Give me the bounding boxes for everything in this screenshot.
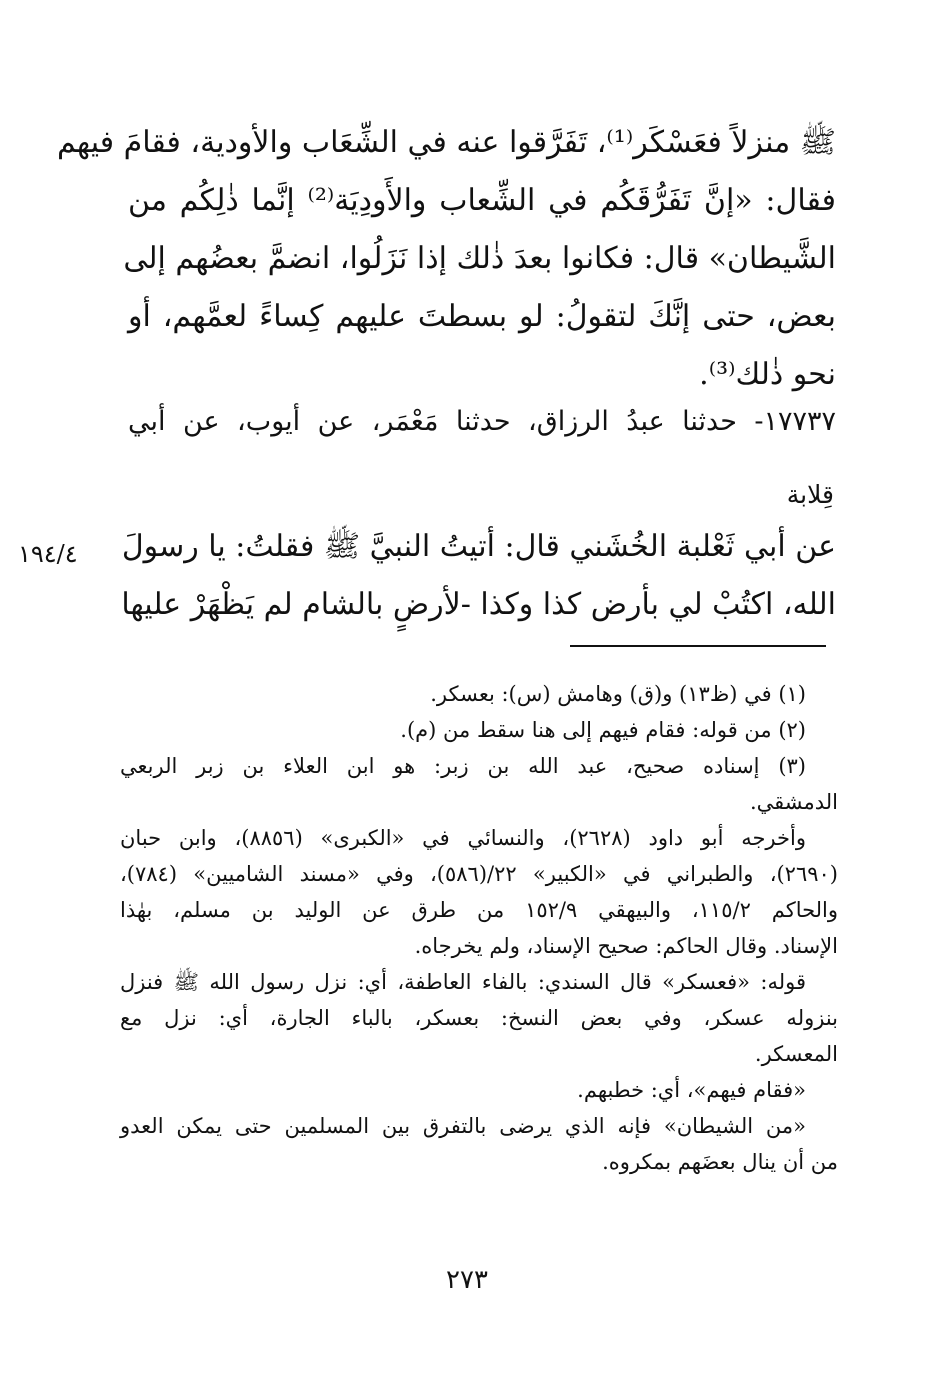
page-number: ٢٧٣ [446,1265,488,1295]
main-text-line: ﷺ منزلاً فعَسْكَر⁽¹⁾، تَفَرَّقوا عنه في الشِّعَاب والأودية، فقامَ فيهم [56,125,836,160]
main-text-line: فقال: «إنَّ تَفَرُّقَكُم في الشِّعاب والأَودِيَة⁽²⁾ إنَّما ذٰلِكُم من [128,183,836,218]
footnote-line: «فقام فيهم»، أي: خطبهم. [577,1078,806,1102]
footnote-line: (٣) إسناده صحيح، عبد الله بن زبر: هو ابن العلاء بن زبر الربعي [120,754,806,778]
hadith-matn-line: الله، اكتُبْ لي بأرض كذا وكذا -لأرضٍ بالشام لم يَظْهَرْ عليها [121,587,836,622]
main-text-line: بعض، حتى إنَّكَ لتقولُ: لو بسطتَ عليهم كِساءً لعمَّهم، أو [128,299,836,334]
footnote-divider [570,645,826,647]
footnotes [120,676,838,1180]
hadith-matn-line: عن أبي ثَعْلبة الخُشَني قال: أتيتُ النبيَّ ﷺ فقلتُ: يا رسولَ [121,529,836,564]
main-text-block [56,125,836,418]
main-text-line: نحو ذٰلك⁽³⁾. [699,357,836,392]
footnote-line: (٢٦٩٠)، والطبراني في «الكبير» ٢٢/(٥٨٦)، وفي «مسند الشاميين» (٧٨٤)، [120,862,838,886]
hadith-isnad-line: ١٧٧٣٧- حدثنا عبدُ الرزاق، حدثنا مَعْمَر، عن أيوب، عن أبي [128,406,836,437]
footnote-line: (١) في (ظ١٣) و(ق) وهامش (س): بعسكر. [430,682,806,706]
hadith-isnad [128,408,836,466]
margin-reference: ١٩٤/٤ [18,540,78,568]
footnote-line: (٢) من قوله: فقام فيهم إلى هنا سقط من (م). [400,718,806,742]
footnote-line: المعسكر. [754,1042,838,1066]
footnote-line: الإسناد. وقال الحاكم: صحيح الإسناد، ولم يخرجاه. [414,934,838,958]
hadith-isnad-continuation: قِلابة [786,480,834,509]
footnote-line: وأخرجه أبو داود (٢٦٢٨)، والنسائي في «الكبرى» (٨٨٥٦)، وابن حبان [120,826,806,850]
footnote-line: والحاكم ١١٥/٢، والبيهقي ١٥٢/٩ من طرق عن الوليد بن مسلم، بهٰذا [120,898,839,922]
footnote-line: الدمشقي. [749,790,838,814]
footnote-line: قوله: «فعسكر» قال السندي: بالفاء العاطفة، أي: نزل رسول الله ﷺ فنزل [120,970,806,994]
main-text-line: الشَّيطان» قال: فكانوا بعدَ ذٰلك إذا نَزَلُوا، انضمَّ بعضُهم إلى [123,241,836,276]
footnote-line: بنزوله عسكر، وفي بعض النسخ: بعسكر، بالباء الجارة، أي: نزل مع [120,1006,838,1030]
footnote-line: من أن ينال بعضَهم بمكروه. [602,1150,838,1174]
hadith-matn [121,529,836,648]
footnote-line: «من الشيطان» فإنه الذي يرضى بالتفرق بين المسلمين حتى يمكن العدو [120,1114,806,1138]
